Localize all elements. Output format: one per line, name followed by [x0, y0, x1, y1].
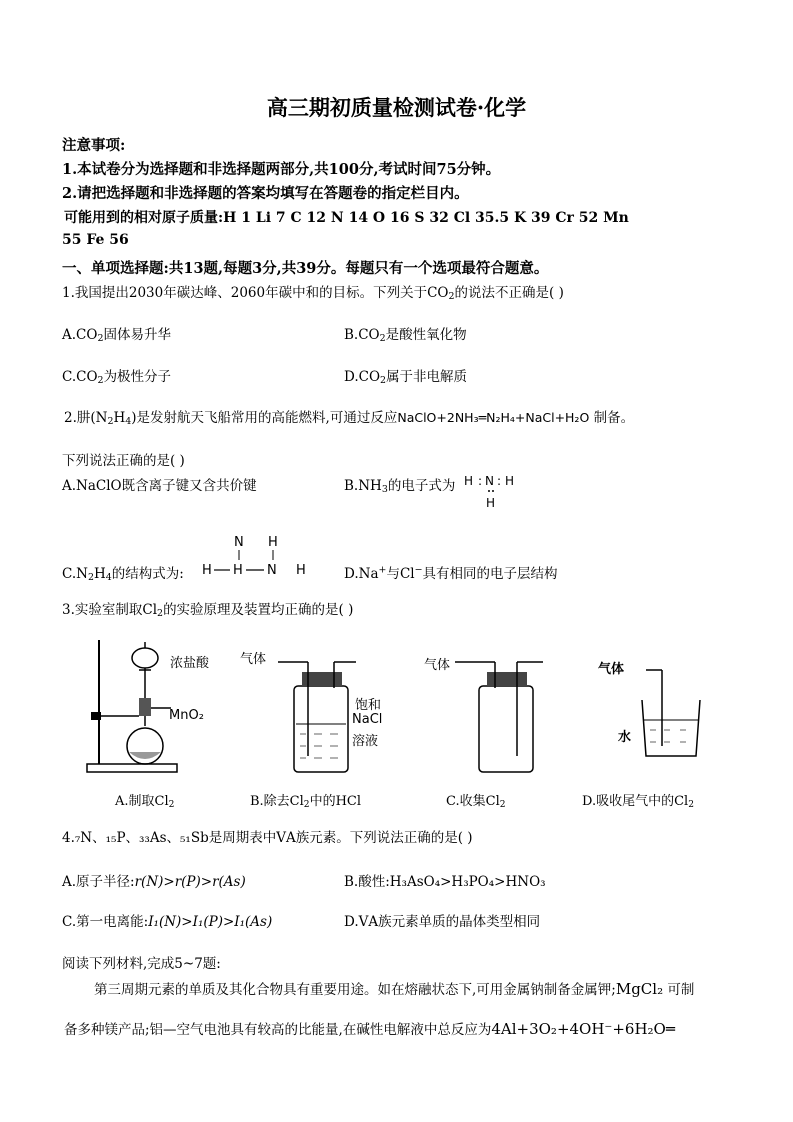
q1-option-b: $B.CO_2$是酸性氧化物: [344, 327, 467, 344]
question-4-stem: 4.₇N、₁₅P、₃₃As、₅₁Sb是周期表中ⅤA族元素。下列说法正确的是( ): [62, 830, 473, 846]
q4-option-b: B.酸性:H₃AsO₄>H₃PO₄>HNO₃: [344, 874, 546, 890]
question-2-stem: 2.肼$(N_2H_4)$是发射航天飞船常用的高能燃料,可通过反应NaClO+2NH₃═N₂H₄+NaCl+H₂O 制备。: [64, 410, 635, 427]
svg-text:N: N: [267, 563, 277, 578]
caption-b: B.除去$Cl_2$中的HCl: [250, 794, 362, 810]
apparatus-b-wash-bottle: [278, 656, 358, 776]
svg-text:H: H: [202, 563, 212, 578]
apparatus-c-collection-bottle: [455, 656, 545, 776]
label-mno2: MnO₂: [169, 708, 204, 723]
n2h4-structural-formula: [200, 530, 320, 580]
q2-option-a: A.NaClO既含离子键又含共价键: [62, 478, 257, 494]
label-gas-b: 气体: [240, 652, 267, 667]
svg-text:H: H: [486, 496, 496, 510]
label-nacl: NaCl: [352, 712, 383, 727]
q4-option-a: A.原子半径:r(N)>r(P)>r(As): [62, 874, 246, 890]
q2-option-b: $B.NH_3$的电子式为: [344, 478, 456, 495]
question-3-stem: 3.实验室制取$Cl_2$的实验原理及装置均正确的是( ): [62, 602, 354, 619]
apparatus-d-beaker: [636, 660, 706, 760]
q4-option-d: D.ⅤA族元素单质的晶体类型相同: [344, 914, 541, 930]
svg-text::: :: [497, 474, 502, 488]
svg-text:N: N: [485, 474, 494, 488]
q2-option-d: D.Na+与Cl−具有相同的电子层结构: [344, 564, 558, 582]
note-item-2: 2.请把选择题和非选择题的答案均填写在答题卷的指定栏目内。: [62, 185, 469, 202]
reading-intro: 阅读下列材料,完成5~7题:: [62, 956, 221, 972]
question-2-prompt: 下列说法正确的是( ): [62, 453, 185, 469]
label-gas-c: 气体: [424, 658, 451, 673]
svg-text:H: H: [268, 535, 278, 550]
q2-reaction: NaClO+2NH₃═N₂H₄+NaCl+H₂O: [397, 410, 590, 425]
svg-text:H: H: [464, 474, 474, 488]
svg-text:H: H: [505, 474, 515, 488]
label-gas-d: 气体: [598, 662, 625, 677]
label-water: 水: [618, 730, 632, 745]
reading-paragraph-line1: 第三周期元素的单质及其化合物具有重要用途。如在熔融状态下,可用金属钠制备金属钾;MgCl₂ 可制: [94, 980, 695, 998]
q1-option-a: $A.CO_2$固体易升华: [62, 327, 171, 344]
co2-formula: $CO_2$: [427, 285, 455, 302]
caption-c: C.收集$Cl_2$: [446, 794, 506, 810]
reading-paragraph-line2: 备多种镁产品;铝—空气电池具有较高的比能量,在碱性电解液中总反应为4Al+3O₂+4OH⁻+6H₂O═: [64, 1020, 675, 1038]
nh3-electron-formula: [462, 472, 522, 512]
q1-option-d: $D.CO_2$属于非电解质: [344, 369, 468, 386]
section1-heading: 一、单项选择题:共13题,每题3分,共39分。每题只有一个选项最符合题意。: [62, 260, 549, 277]
atomic-masses-line1: 可能用到的相对原子质量:H 1 Li 7 C 12 N 14 O 16 S 32 Cl 35.5 K 39 Cr 52 Mn: [64, 210, 629, 226]
caption-d: D.吸收尾气中的$Cl_2$: [582, 794, 694, 810]
notes-heading: 注意事项:: [62, 137, 126, 154]
svg-text::: :: [478, 474, 483, 488]
question-1-stem: 1.我国提出2030年碳达峰、2060年碳中和的目标。下列关于$CO_2$的说法不正确是( ): [62, 285, 564, 302]
q1-option-c: $C.CO_2$为极性分子: [62, 369, 172, 386]
page-title: 高三期初质量检测试卷·化学: [266, 95, 527, 120]
label-conc-hcl: 浓盐酸: [170, 656, 210, 671]
caption-a: A.制取$Cl_2$: [115, 794, 175, 810]
svg-text:N: N: [234, 535, 244, 550]
label-solution: 溶液: [352, 734, 379, 749]
q4-option-c: C.第一电离能:I₁(N)>I₁(P)>I₁(As): [62, 914, 273, 930]
note-item-1: 1.本试卷分为选择题和非选择题两部分,共100分,考试时间75分钟。: [62, 161, 501, 178]
q2-option-c: $C.N_2H_4$的结构式为:: [62, 566, 184, 583]
atomic-masses-line2: 55 Fe 56: [62, 232, 129, 248]
label-saturated: 饱和: [355, 698, 382, 713]
svg-text:H: H: [233, 563, 243, 578]
svg-text:H: H: [296, 563, 306, 578]
